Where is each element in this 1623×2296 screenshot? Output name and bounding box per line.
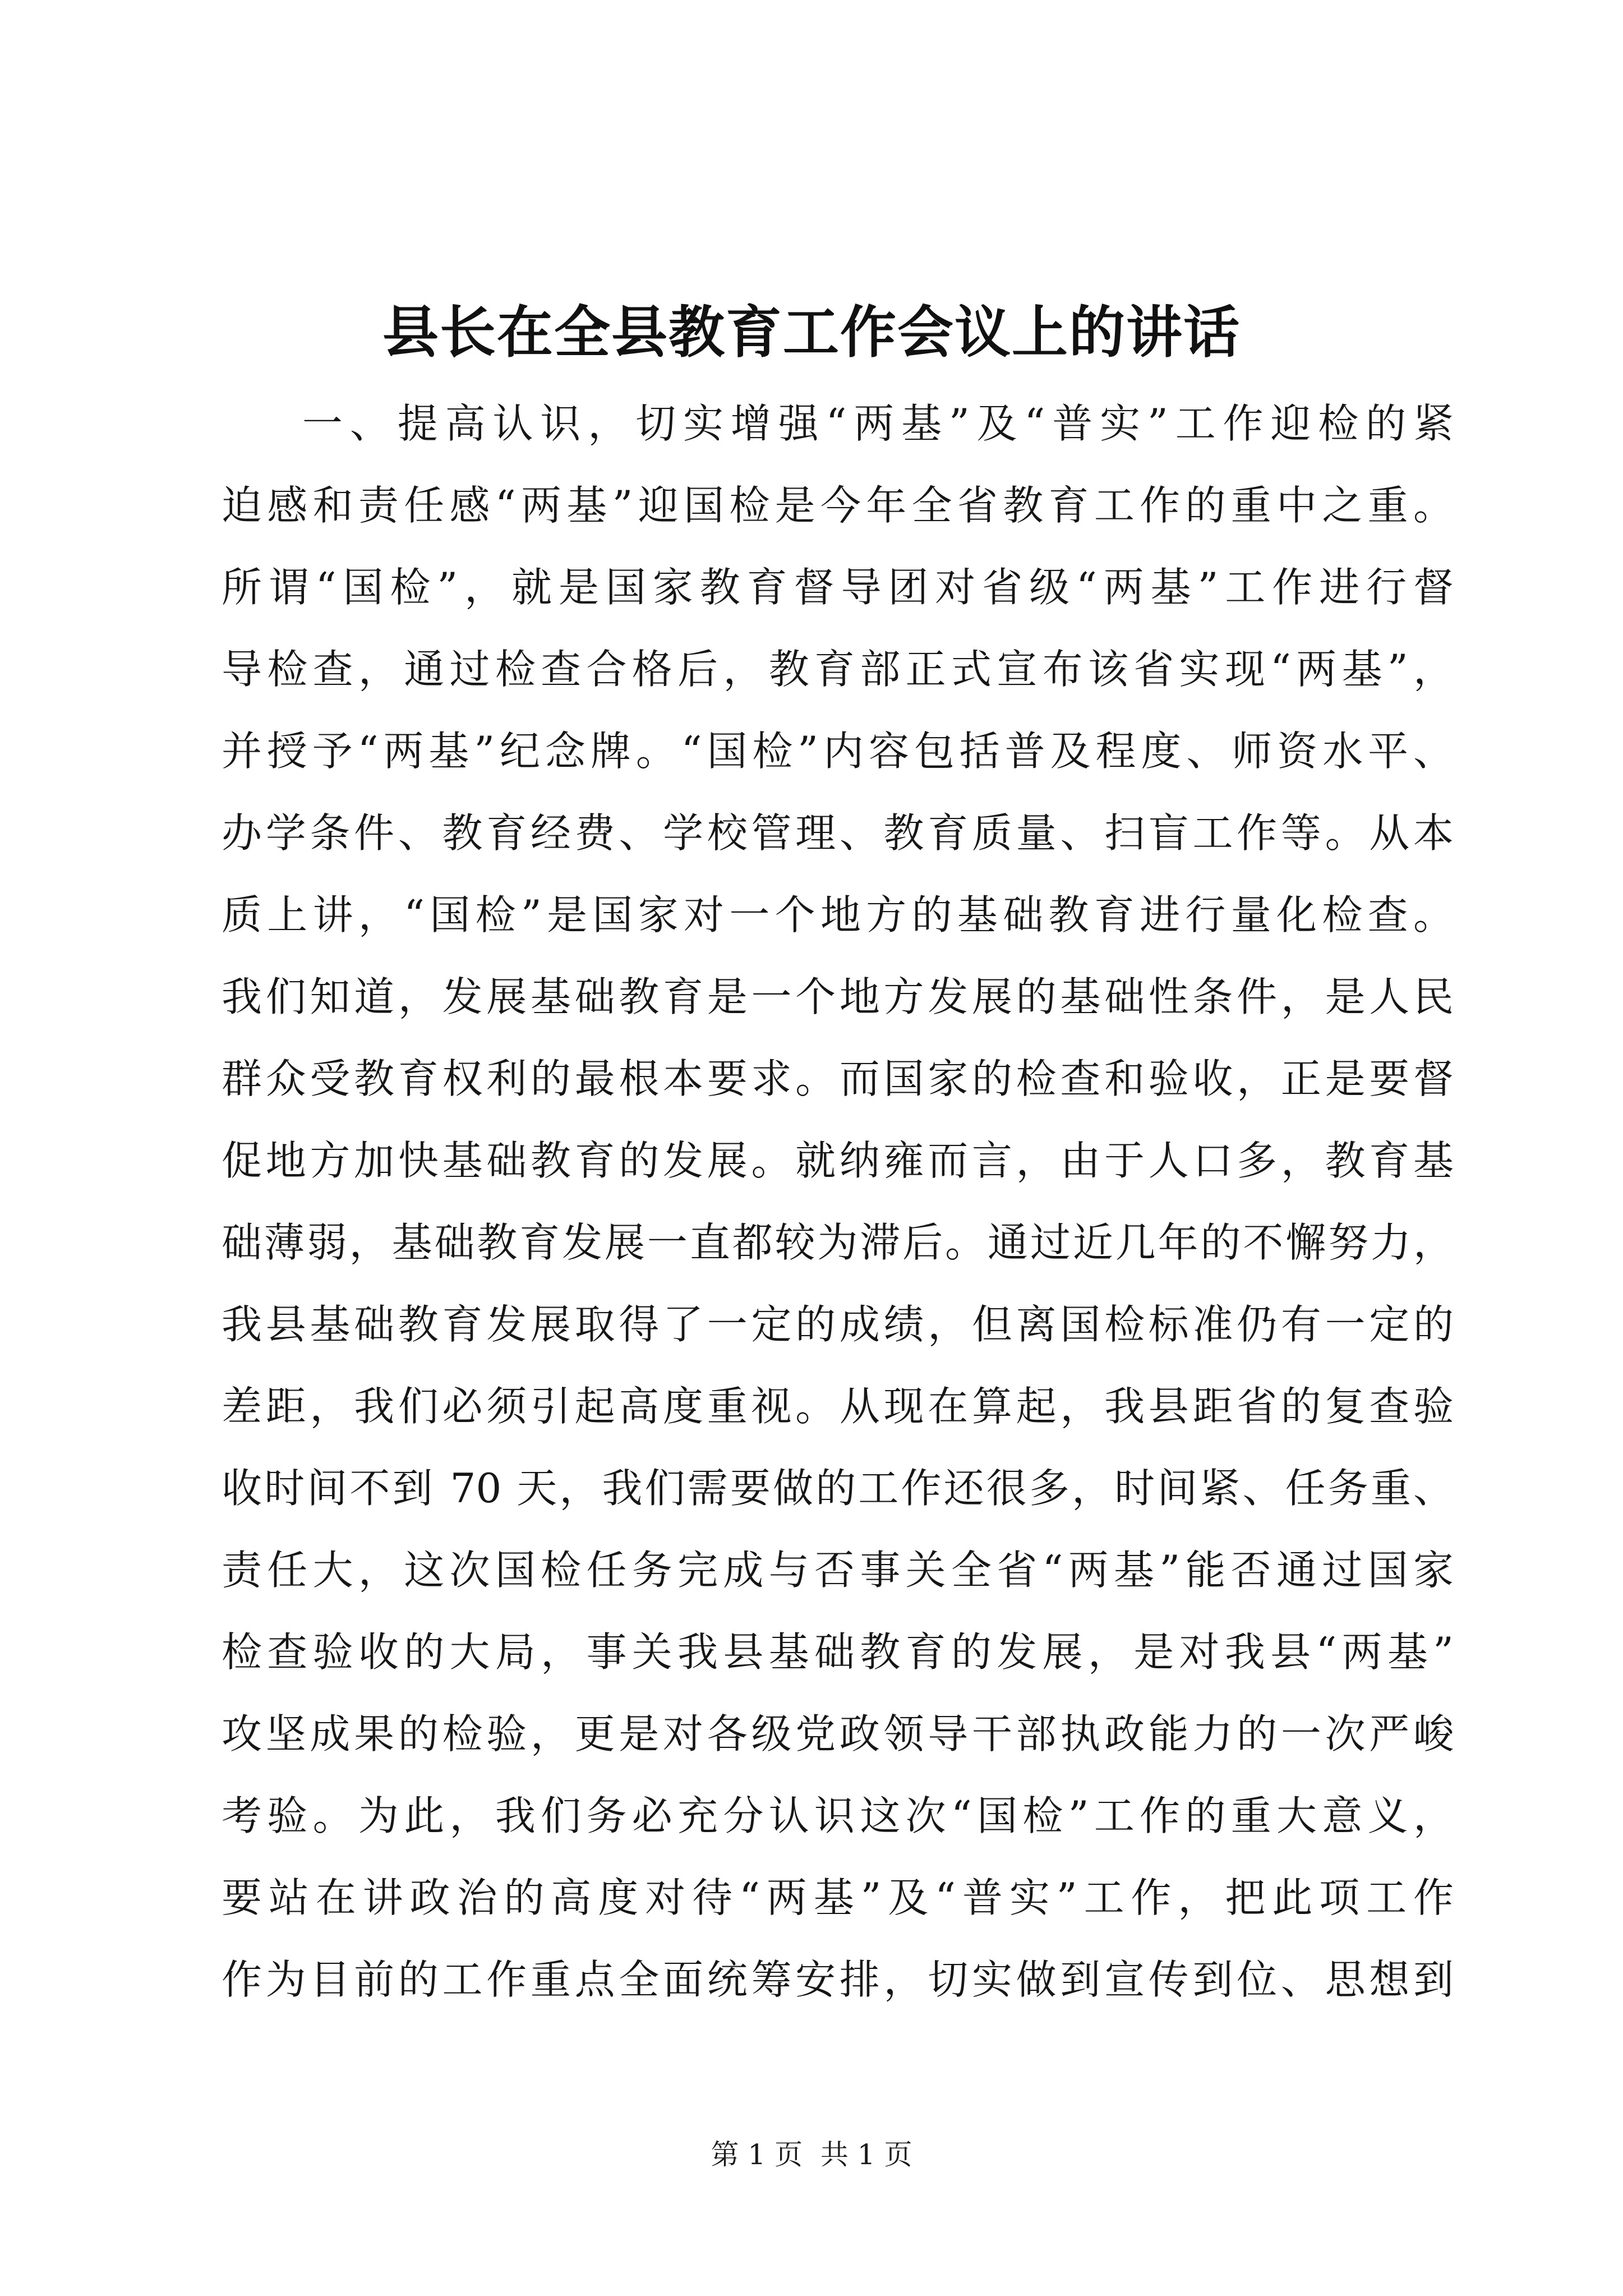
body-line: 一、提高认识，切实增强“两基”及“普实”工作迎检的紧 [302,400,1454,447]
document-title: 县长在全县教育工作会议上的讲话 [382,299,1241,365]
document-body [222,383,1454,2021]
body-line: 差距，我们必须引起高度重视。从现在算起，我县距省的复查验 [222,1383,1454,1430]
body-line: 攻坚成果的检验，更是对各级党政领导干部执政能力的一次严峻 [222,1710,1454,1757]
body-line: 促地方加快基础教育的发展。就纳雍而言，由于人口多，教育基 [222,1137,1454,1184]
page-footer: 第 1 页 共 1 页 [711,2138,912,2171]
body-line: 考验。为此，我们务必充分认识这次“国检”工作的重大意义， [222,1792,1454,1839]
body-line: 要站在讲政治的高度对待“两基”及“普实”工作，把此项工作 [222,1874,1454,1921]
body-line: 作为目前的工作重点全面统筹安排，切实做到宣传到位、思想到 [222,1956,1454,2003]
body-line: 我县基础教育发展取得了一定的成绩，但离国检标准仍有一定的 [222,1301,1454,1348]
body-line: 我们知道，发展基础教育是一个地方发展的基础性条件，是人民 [222,973,1454,1020]
body-line: 责任大，这次国检任务完成与否事关全省“两基”能否通过国家 [222,1547,1454,1594]
body-line: 并授予“两基”纪念牌。“国检”内容包括普及程度、师资水平、 [222,728,1454,775]
body-line: 所谓“国检”，就是国家教育督导团对省级“两基”工作进行督 [222,564,1454,611]
body-line: 检查验收的大局，事关我县基础教育的发展，是对我县“两基” [222,1628,1454,1676]
body-line: 办学条件、教育经费、学校管理、教育质量、扫盲工作等。从本 [222,809,1454,857]
body-line: 群众受教育权利的最根本要求。而国家的检查和验收，正是要督 [222,1055,1454,1102]
body-line: 迫感和责任感“两基”迎国检是今年全省教育工作的重中之重。 [222,482,1454,529]
body-line: 收时间不到 70 天，我们需要做的工作还很多，时间紧、任务重、 [222,1465,1454,1512]
body-line: 导检查，通过检查合格后，教育部正式宣布该省实现“两基”， [222,646,1454,693]
body-line: 质上讲，“国检”是国家对一个地方的基础教育进行量化检查。 [222,891,1454,938]
body-line: 础薄弱，基础教育发展一直都较为滞后。通过近几年的不懈努力， [222,1219,1454,1266]
